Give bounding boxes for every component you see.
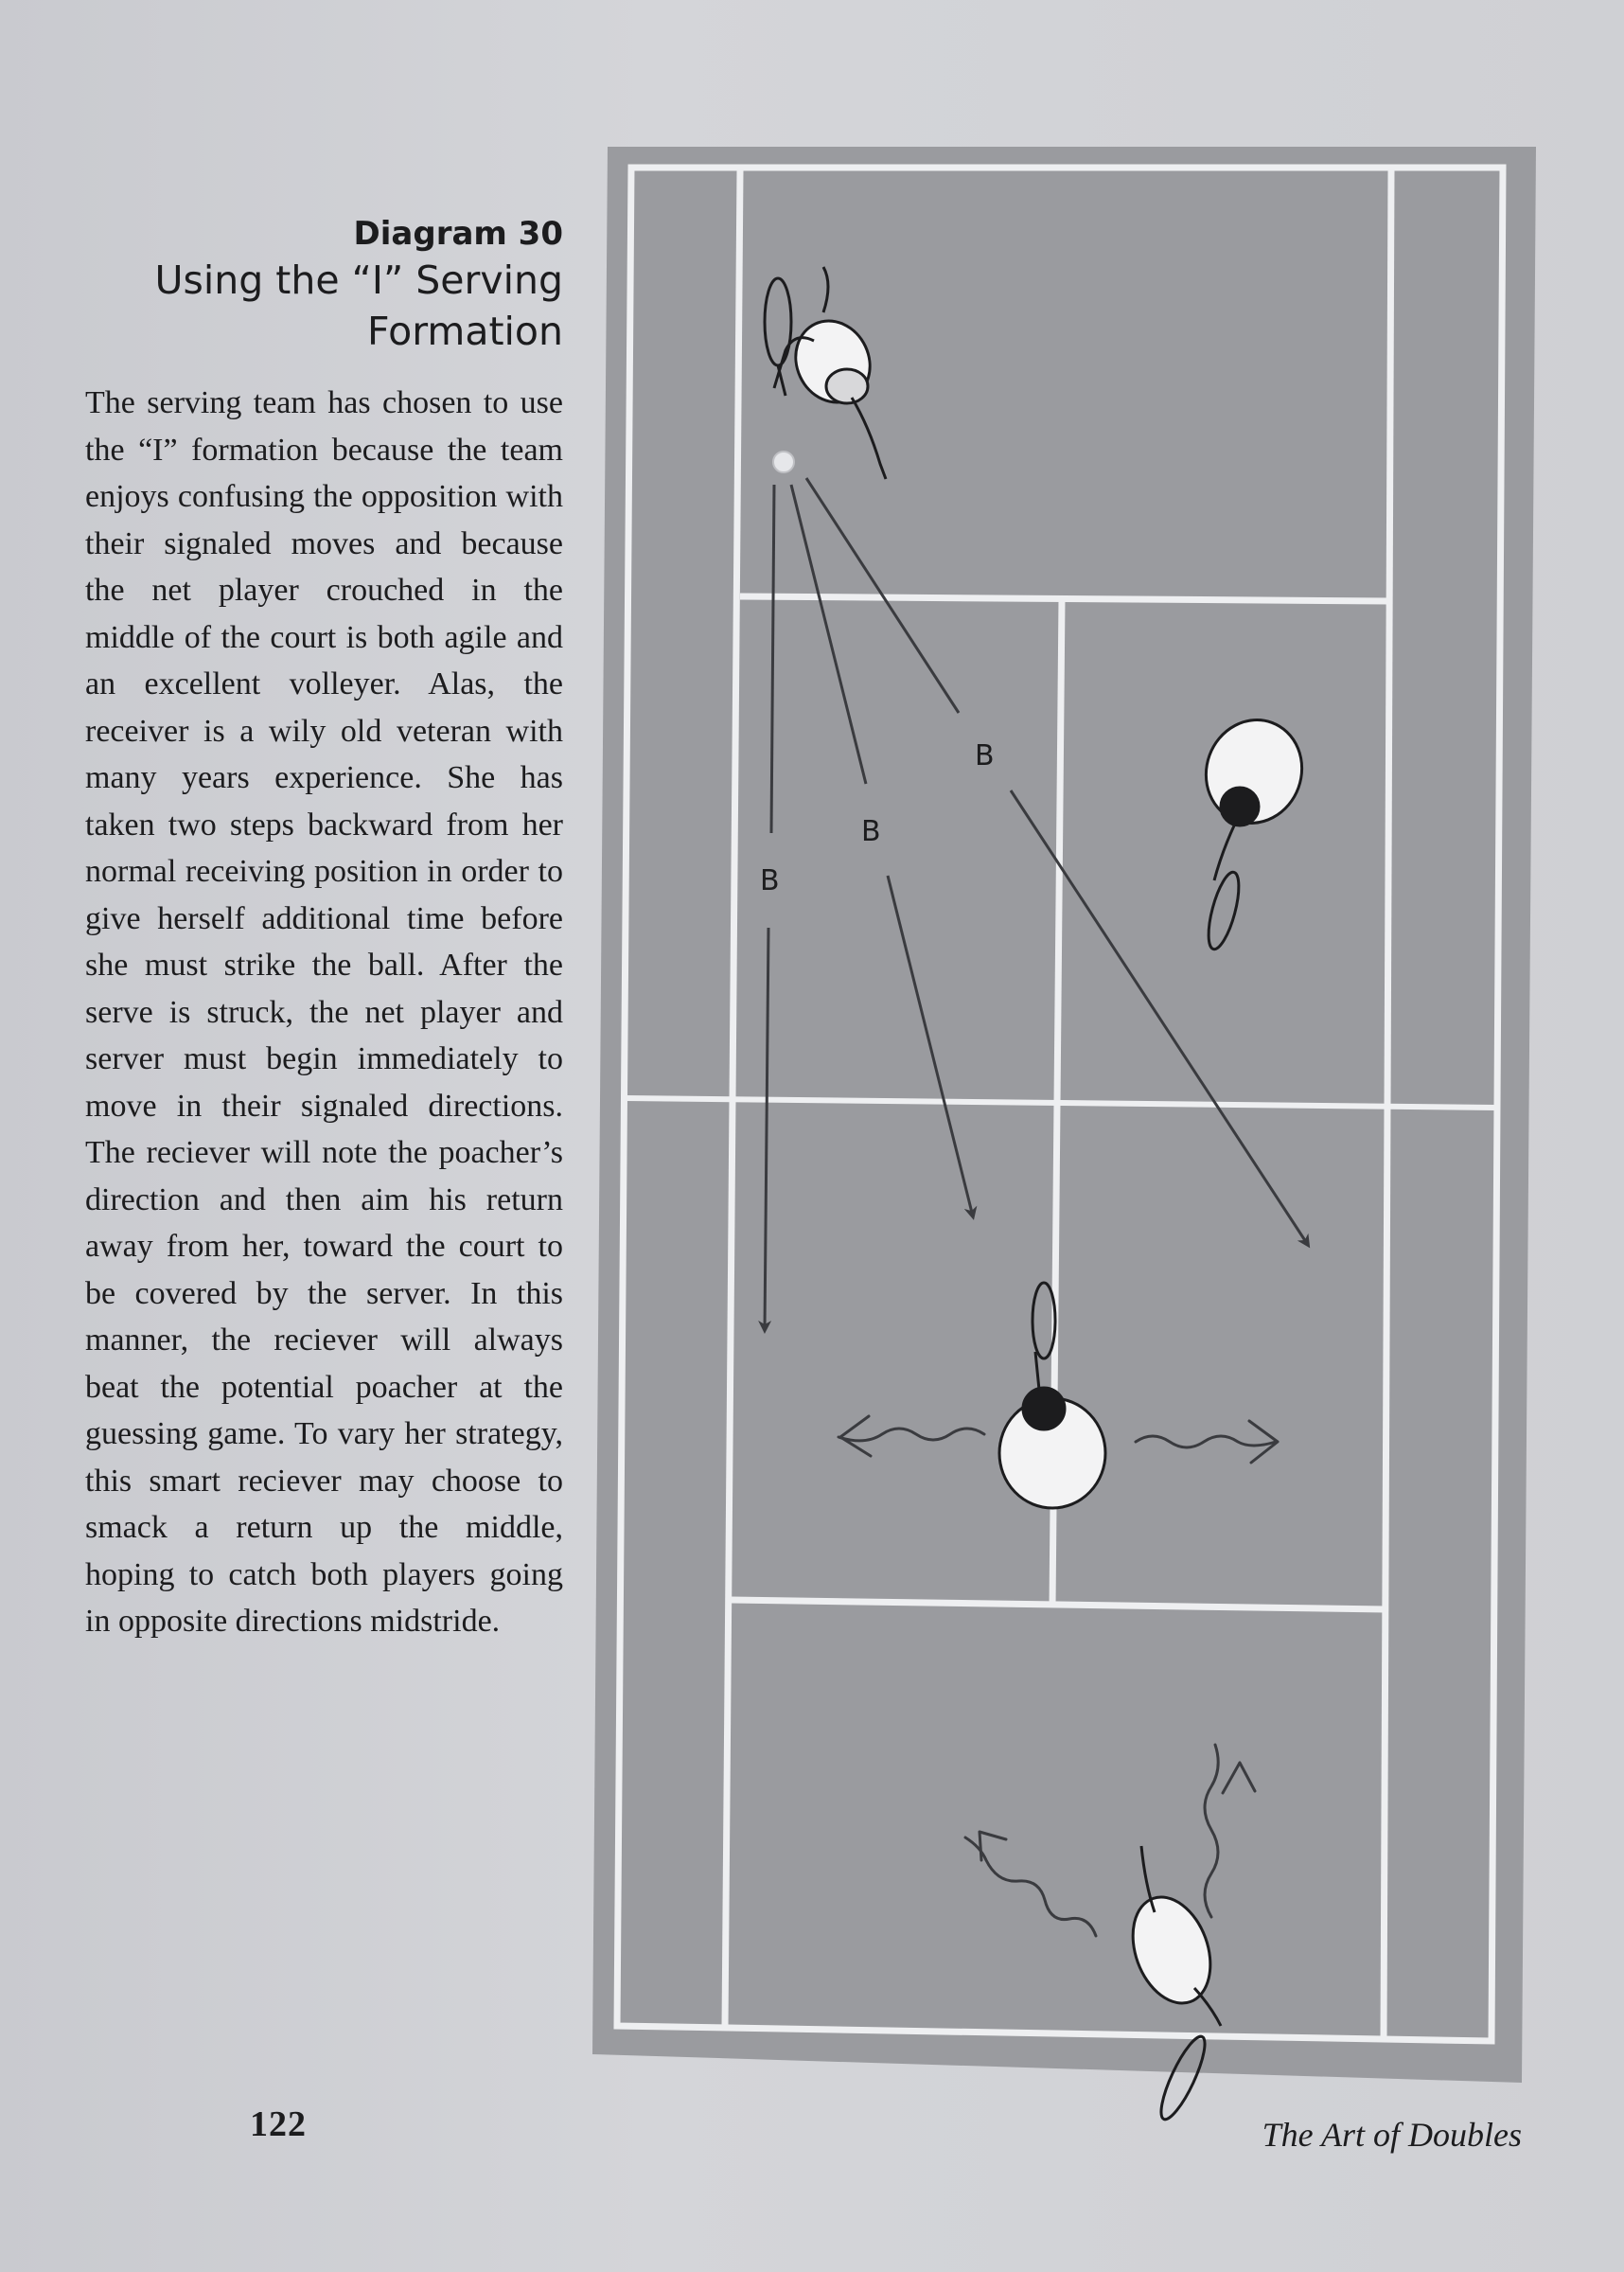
tennis-ball: [773, 452, 794, 472]
ball-label-right: B: [975, 739, 995, 772]
book-title: The Art of Doubles: [1262, 2116, 1522, 2154]
body-text: The serving team has chosen to use the “I” formation because the team enjoys confusing the opposition with their signaled moves and because the net player crouched in the middle of the court is both agile and an excellent volleyer. Alas, the receiver is a wily old veteran with many years experience. She has taken two steps backward from her normal receiving position in order to give herself additional time before she must strike the ball. After the serve is struck, the net player and server must begin immediately to move in their signaled directions. The reciever will note the poacher’s direction and then aim his return away from her, toward the court to be covered by the server. In this manner, the reciever will always beat the potential poacher at the guessing game. To vary her strategy, this smart reciever may choose to smack a return up the middle, hoping to catch both players going in opposite directions midstride.: [85, 385, 563, 1639]
diagram-title: Using the “I” Serving Formation: [154, 257, 563, 354]
page-number: 122: [250, 2104, 307, 2144]
diagram-label: Diagram 30: [353, 215, 563, 253]
service-line-far: [740, 596, 1391, 601]
ball-label-middle: B: [861, 815, 881, 848]
ball-label-left: B: [760, 864, 780, 897]
